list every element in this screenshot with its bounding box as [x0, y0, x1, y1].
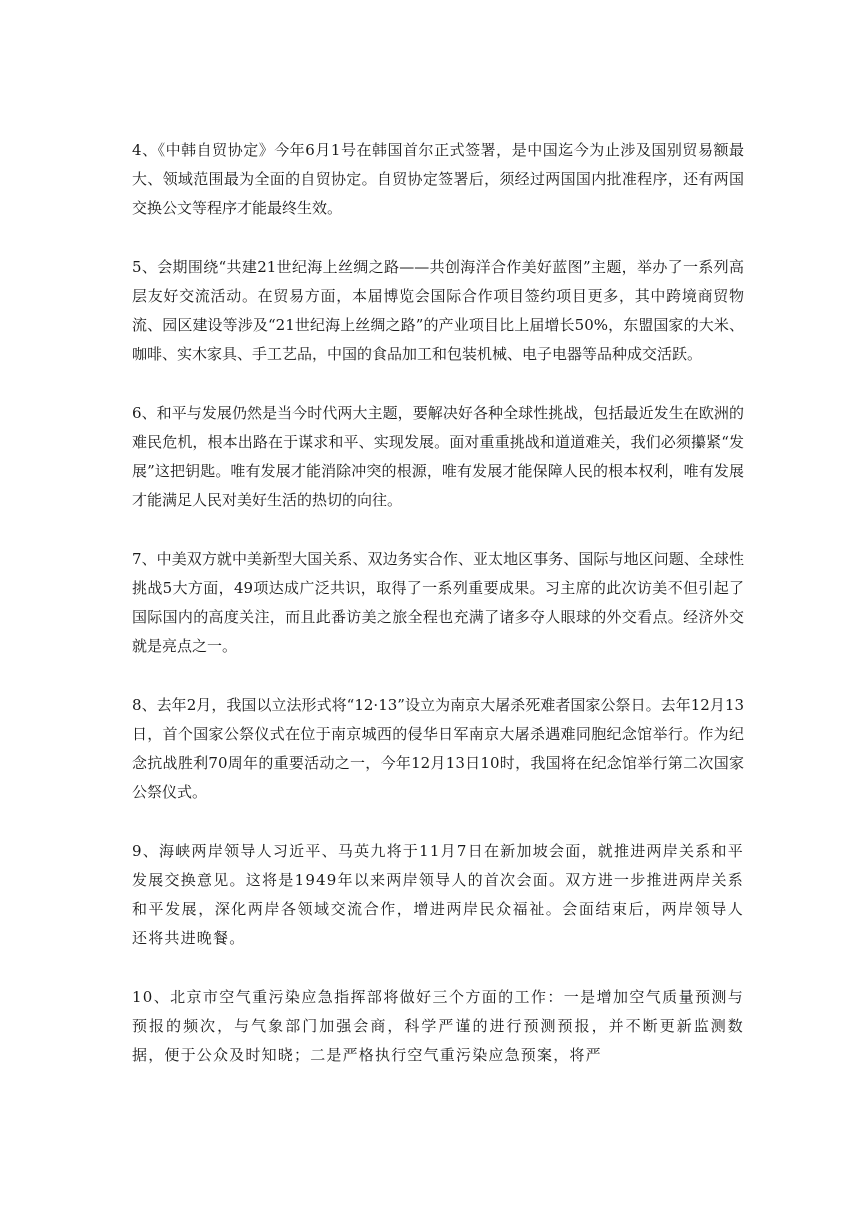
- paragraph-9: 9、海峡两岸领导人习近平、马英九将于11月7日在新加坡会面，就推进两岸关系和平发展交换意见。这将是1949年以来两岸领导人的首次会面。双方进一步推进两岸关系和平发展，深化两岸各领域交流合作，增进两岸民众福祉。会面结束后，两岸领导人还将共进晚餐。: [132, 842, 744, 947]
- paragraph-10: 10、北京市空气重污染应急指挥部将做好三个方面的工作：一是增加空气质量预测与预报的频次，与气象部门加强会商，科学严谨的进行预测预报，并不断更新监测数据，便于公众及时知晓；二是严格执行空气重污染应急预案，将严: [132, 988, 744, 1064]
- paragraph-4: 4、《中韩自贸协定》今年6月1号在韩国首尔正式签署，是中国迄今为止涉及国别贸易额最大、领域范围最为全面的自贸协定。自贸协定签署后，须经过两国国内批准程序，还有两国交换公文等程序才能最终生效。: [132, 141, 744, 217]
- document-body: [132, 136, 744, 1100]
- paragraph-8: 8、去年2月，我国以立法形式将“12·13”设立为南京大屠杀死难者国家公祭日。去年12月13日，首个国家公祭仪式在位于南京城西的侵华日军南京大屠杀遇难同胞纪念馆举行。作为纪念抗战胜利70周年的重要活动之一，今年12月13日10时，我国将在纪念馆举行第二次国家公祭仪式。: [132, 696, 744, 801]
- paragraph-5: 5、会期围绕“共建21世纪海上丝绸之路——共创海洋合作美好蓝图”主题，举办了一系列高层友好交流活动。在贸易方面，本届博览会国际合作项目签约项目更多，其中跨境商贸物流、园区建设等涉及“21世纪海上丝绸之路”的产业项目比上届增长50%，东盟国家的大米、咖啡、实木家具、手工艺品，中国的食品加工和包装机械、电子电器等品种成交活跃。: [132, 258, 744, 363]
- paragraph-7: 7、中美双方就中美新型大国关系、双边务实合作、亚太地区事务、国际与地区问题、全球性挑战5大方面，49项达成广泛共识，取得了一系列重要成果。习主席的此次访美不但引起了国际国内的高度关注，而且此番访美之旅全程也充满了诸多夺人眼球的外交看点。经济外交就是亮点之一。: [132, 550, 744, 655]
- paragraph-6: 6、和平与发展仍然是当今时代两大主题，要解决好各种全球性挑战，包括最近发生在欧洲的难民危机，根本出路在于谋求和平、实现发展。面对重重挑战和道道难关，我们必须攥紧“发展”这把钥匙。唯有发展才能消除冲突的根源，唯有发展才能保障人民的根本权利，唯有发展才能满足人民对美好生活的热切的向往。: [132, 404, 744, 509]
